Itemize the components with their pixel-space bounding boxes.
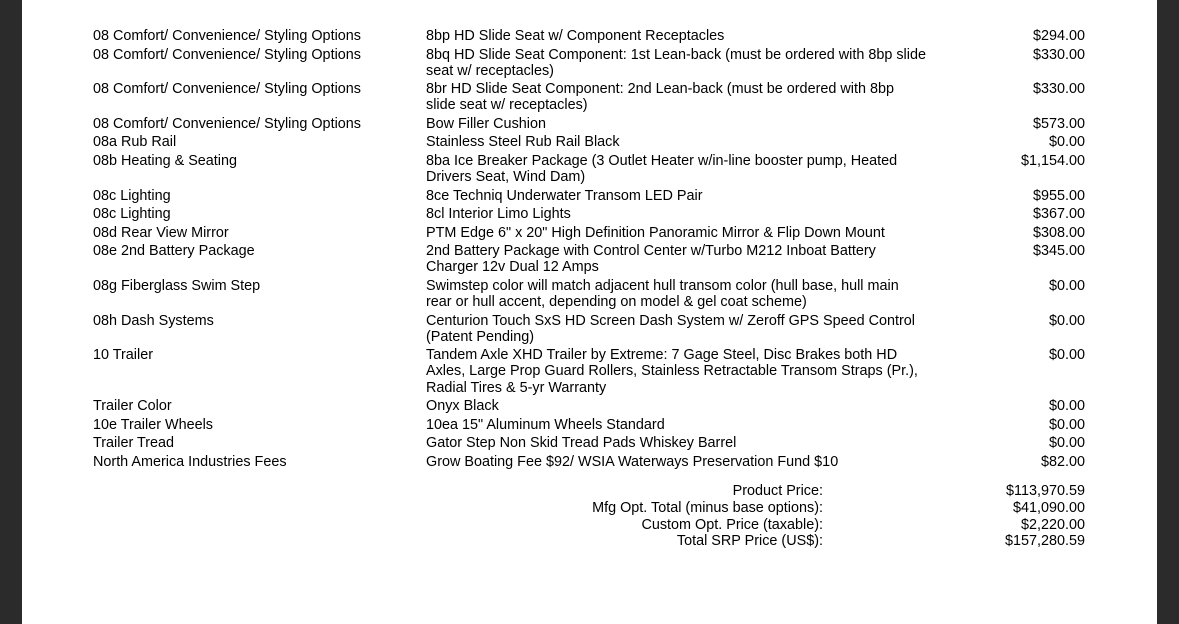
product-price-row: [22, 483, 1157, 500]
item-price: $330.00: [1032, 81, 1085, 98]
item-price: $308.00: [1032, 224, 1085, 241]
line-item: [22, 81, 1157, 113]
total-srp-price-row: [22, 533, 1157, 550]
line-item: [22, 435, 1157, 451]
item-category: 10 Trailer: [93, 347, 153, 364]
item-price: $330.00: [1032, 46, 1085, 63]
item-category: Trailer Color: [93, 398, 172, 415]
line-item: [22, 313, 1157, 345]
item-price: $294.00: [1032, 28, 1085, 44]
item-category: 10e Trailer Wheels: [93, 416, 213, 433]
item-price: $0.00: [1048, 312, 1085, 329]
item-category: 08c Lighting: [93, 187, 171, 204]
line-item: [22, 225, 1157, 241]
item-category: 08h Dash Systems: [93, 312, 214, 329]
total-label: Mfg Opt. Total (minus base options):: [592, 499, 823, 516]
item-category: 08a Rub Rail: [93, 134, 177, 151]
line-item: [22, 454, 1157, 470]
price-totals: [22, 483, 1157, 550]
item-description: 8ce Techniq Underwater Transom LED Pair: [426, 187, 703, 204]
mfg-opt-total-row: [22, 500, 1157, 517]
item-description: Gator Step Non Skid Tread Pads Whiskey Barrel: [426, 435, 737, 452]
item-description: Swimstep color will match adjacent hull transom color (hull base, hull main rear or hull accent, depending on model & gel coat scheme): [426, 277, 899, 311]
line-item: [22, 278, 1157, 310]
total-value: $2,220.00: [1020, 516, 1085, 533]
line-item: [22, 243, 1157, 275]
line-item: [22, 417, 1157, 433]
item-price: $0.00: [1048, 347, 1085, 364]
item-description: Centurion Touch SxS HD Screen Dash System w/ Zeroff GPS Speed Control (Patent Pending): [426, 312, 915, 345]
line-item: [22, 188, 1157, 204]
item-category: 08b Heating & Seating: [93, 152, 238, 169]
item-description: 10ea 15" Aluminum Wheels Standard: [426, 416, 665, 433]
item-description: 8ba Ice Breaker Package (3 Outlet Heater w/in-line booster pump, Heated Drivers Seat, Wind Dam): [426, 152, 898, 186]
item-price: $955.00: [1032, 187, 1085, 204]
item-category: Trailer Tread: [93, 435, 175, 452]
item-description: Tandem Axle XHD Trailer by Extreme: 7 Gage Steel, Disc Brakes both HD Axles, Large Prop Guard Rollers, Stainless Retractable Transom Straps (Pr.), Radial Tires & 5-yr Warranty: [426, 347, 918, 396]
total-label: Total SRP Price (US$):: [676, 533, 823, 550]
total-value: $157,280.59: [1004, 533, 1085, 550]
document-page: [22, 0, 1157, 624]
item-description: 2nd Battery Package with Control Center w/Turbo M212 Inboat Battery Charger 12v Dual 12 Amps: [426, 243, 876, 276]
total-label: Custom Opt. Price (taxable):: [641, 516, 823, 533]
line-item: [22, 347, 1157, 396]
total-label: Product Price:: [732, 483, 823, 499]
line-item: [22, 398, 1157, 414]
item-category: 08 Comfort/ Convenience/ Styling Options: [93, 28, 361, 44]
line-item: [22, 47, 1157, 79]
item-price: $0.00: [1048, 435, 1085, 452]
item-price: $573.00: [1032, 115, 1085, 132]
total-value: $113,970.59: [1006, 483, 1085, 499]
total-value: $41,090.00: [1012, 499, 1085, 516]
line-items-list: [22, 28, 1157, 470]
item-price: $0.00: [1048, 416, 1085, 433]
item-description: Onyx Black: [426, 398, 499, 415]
line-item: [22, 116, 1157, 132]
item-price: $1,154.00: [1020, 152, 1085, 169]
item-description: 8bq HD Slide Seat Component: 1st Lean-back (must be ordered with 8bp slide seat w/ receptacles): [426, 46, 926, 79]
item-category: 08 Comfort/ Convenience/ Styling Options: [93, 81, 361, 98]
line-item: [22, 153, 1157, 185]
item-price: $0.00: [1048, 398, 1085, 415]
item-price: $345.00: [1032, 243, 1085, 260]
line-item: [22, 206, 1157, 222]
item-category: 08 Comfort/ Convenience/ Styling Options: [93, 115, 361, 132]
line-item: [22, 28, 1157, 44]
item-price: $367.00: [1032, 206, 1085, 223]
item-category: 08g Fiberglass Swim Step: [93, 277, 261, 294]
item-description: PTM Edge 6" x 20" High Definition Panoramic Mirror & Flip Down Mount: [426, 224, 885, 241]
item-price: $0.00: [1048, 277, 1085, 294]
item-category: North America Industries Fees: [93, 453, 287, 470]
line-item: [22, 134, 1157, 150]
item-category: 08d Rear View Mirror: [93, 224, 229, 241]
item-description: 8bp HD Slide Seat w/ Component Receptacles: [426, 28, 725, 44]
item-description: 8br HD Slide Seat Component: 2nd Lean-back (must be ordered with 8bp slide seat w/ receptacles): [426, 81, 894, 114]
item-description: Bow Filler Cushion: [426, 115, 546, 132]
item-description: Grow Boating Fee $92/ WSIA Waterways Preservation Fund $10: [426, 453, 839, 470]
item-description: Stainless Steel Rub Rail Black: [426, 134, 620, 151]
custom-opt-price-row: [22, 517, 1157, 534]
item-category: 08c Lighting: [93, 206, 171, 223]
item-category: 08e 2nd Battery Package: [93, 243, 255, 260]
item-category: 08 Comfort/ Convenience/ Styling Options: [93, 46, 361, 63]
item-price: $82.00: [1040, 453, 1085, 470]
item-price: $0.00: [1048, 134, 1085, 151]
item-description: 8cl Interior Limo Lights: [426, 206, 571, 223]
